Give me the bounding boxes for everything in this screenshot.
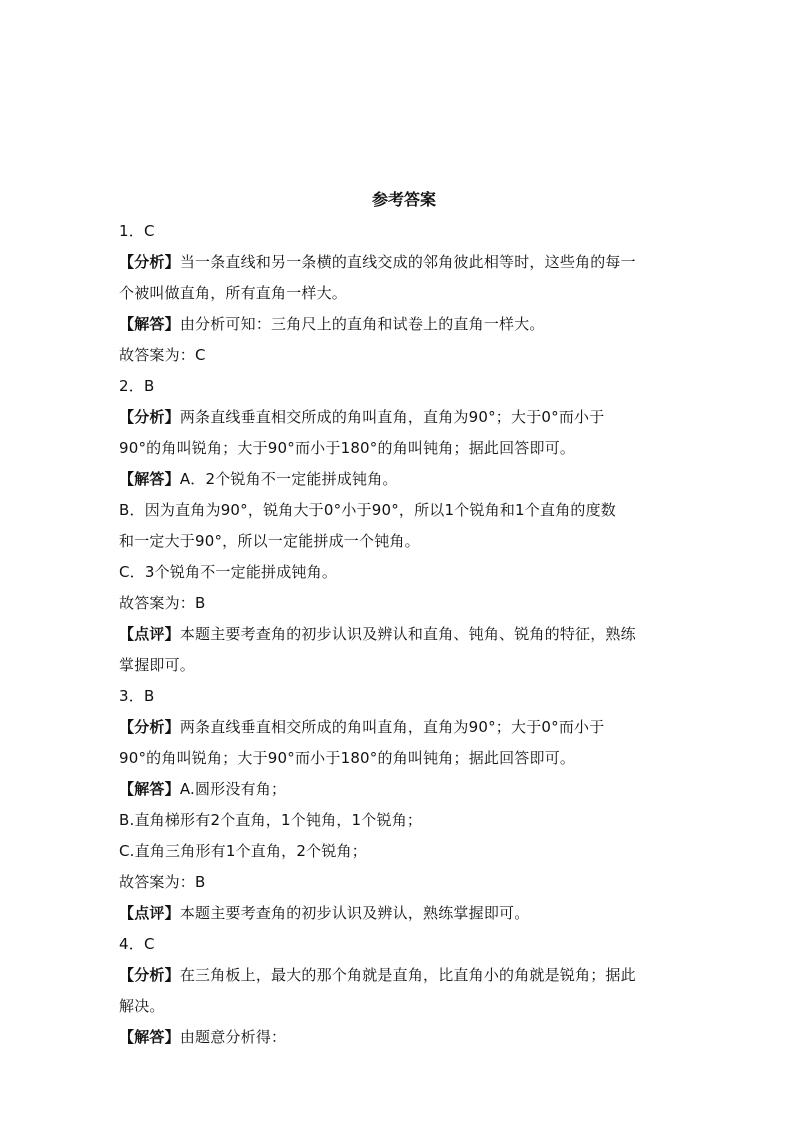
line-text: C．3个锐角不一定能拼成钝角。 (119, 563, 338, 581)
answer-line (119, 278, 689, 309)
line-text: C.直角三角形有1个直角，2个锐角； (119, 842, 367, 860)
line-text: 故答案为：B (119, 594, 206, 612)
answer-line (119, 557, 689, 588)
line-text: 由分析可知：三角尺上的直角和试卷上的直角一样大。 (179, 315, 545, 333)
answer-line (119, 371, 689, 402)
line-text: 故答案为：B (119, 873, 206, 891)
answer-line (119, 805, 689, 836)
line-text: 90°的角叫锐角；大于90°而小于180°的角叫钝角；据此回答即可。 (119, 439, 576, 457)
line-tag: 【分析】 (119, 253, 180, 271)
line-text: 3．B (119, 687, 155, 705)
line-text: 解决。 (119, 997, 165, 1015)
answer-line (119, 526, 689, 557)
answer-line (119, 247, 689, 278)
line-text: 本题主要考查角的初步认识及辨认，熟练掌握即可。 (179, 904, 530, 922)
answer-line (119, 402, 689, 433)
answer-line (119, 619, 689, 650)
answer-document (119, 186, 689, 1053)
line-text: A.圆形没有角； (179, 780, 287, 798)
answer-line (119, 216, 689, 247)
answer-line (119, 743, 689, 774)
line-text: 掌握即可。 (119, 656, 196, 674)
answer-line (119, 1022, 689, 1053)
answer-line (119, 774, 689, 805)
answer-line (119, 712, 689, 743)
line-text: 4．C (119, 935, 155, 953)
line-text: 两条直线垂直相交所成的角叫直角，直角为90°；大于0°而小于 (179, 718, 605, 736)
answer-line (119, 650, 689, 681)
answer-line (119, 681, 689, 712)
answer-line (119, 464, 689, 495)
line-text: B．因为直角为90°，锐角大于0°小于90°，所以1个锐角和1个直角的度数 (119, 501, 616, 519)
line-text: 和一定大于90°，所以一定能拼成一个钝角。 (119, 532, 420, 550)
line-tag: 【解答】 (119, 1028, 180, 1046)
line-text: 故答案为：C (119, 346, 206, 364)
line-text: A．2个锐角不一定能拼成钝角。 (179, 470, 398, 488)
answer-line (119, 836, 689, 867)
line-tag: 【点评】 (119, 904, 180, 922)
line-text: 1．C (119, 222, 155, 240)
answer-line (119, 960, 689, 991)
line-tag: 【分析】 (119, 718, 180, 736)
answer-line (119, 495, 689, 526)
answer-line (119, 588, 689, 619)
page-title: 参考答案 (371, 190, 436, 209)
line-text: 在三角板上，最大的那个角就是直角，比直角小的角就是锐角；据此 (179, 966, 636, 984)
answer-line (119, 340, 689, 371)
answer-line (119, 433, 689, 464)
line-text: 2．B (119, 377, 155, 395)
answer-line (119, 309, 689, 340)
line-text: 两条直线垂直相交所成的角叫直角，直角为90°；大于0°而小于 (179, 408, 605, 426)
line-tag: 【解答】 (119, 780, 180, 798)
line-text: 当一条直线和另一条横的直线交成的邻角彼此相等时，这些角的每一 (179, 253, 636, 271)
line-tag: 【分析】 (119, 966, 180, 984)
answer-line (119, 898, 689, 929)
line-text: 本题主要考查角的初步认识及辨认和直角、钝角、锐角的特征，熟练 (179, 625, 636, 643)
line-text: 90°的角叫锐角；大于90°而小于180°的角叫钝角；据此回答即可。 (119, 749, 576, 767)
line-text: B.直角梯形有2个直角，1个钝角，1个锐角； (119, 811, 423, 829)
answer-line (119, 991, 689, 1022)
line-text: 由题意分析得： (179, 1028, 287, 1046)
line-tag: 【点评】 (119, 625, 180, 643)
line-tag: 【解答】 (119, 470, 180, 488)
line-tag: 【分析】 (119, 408, 180, 426)
line-tag: 【解答】 (119, 315, 180, 333)
answer-line (119, 867, 689, 898)
line-text: 个被叫做直角，所有直角一样大。 (119, 284, 348, 302)
answer-line (119, 929, 689, 960)
